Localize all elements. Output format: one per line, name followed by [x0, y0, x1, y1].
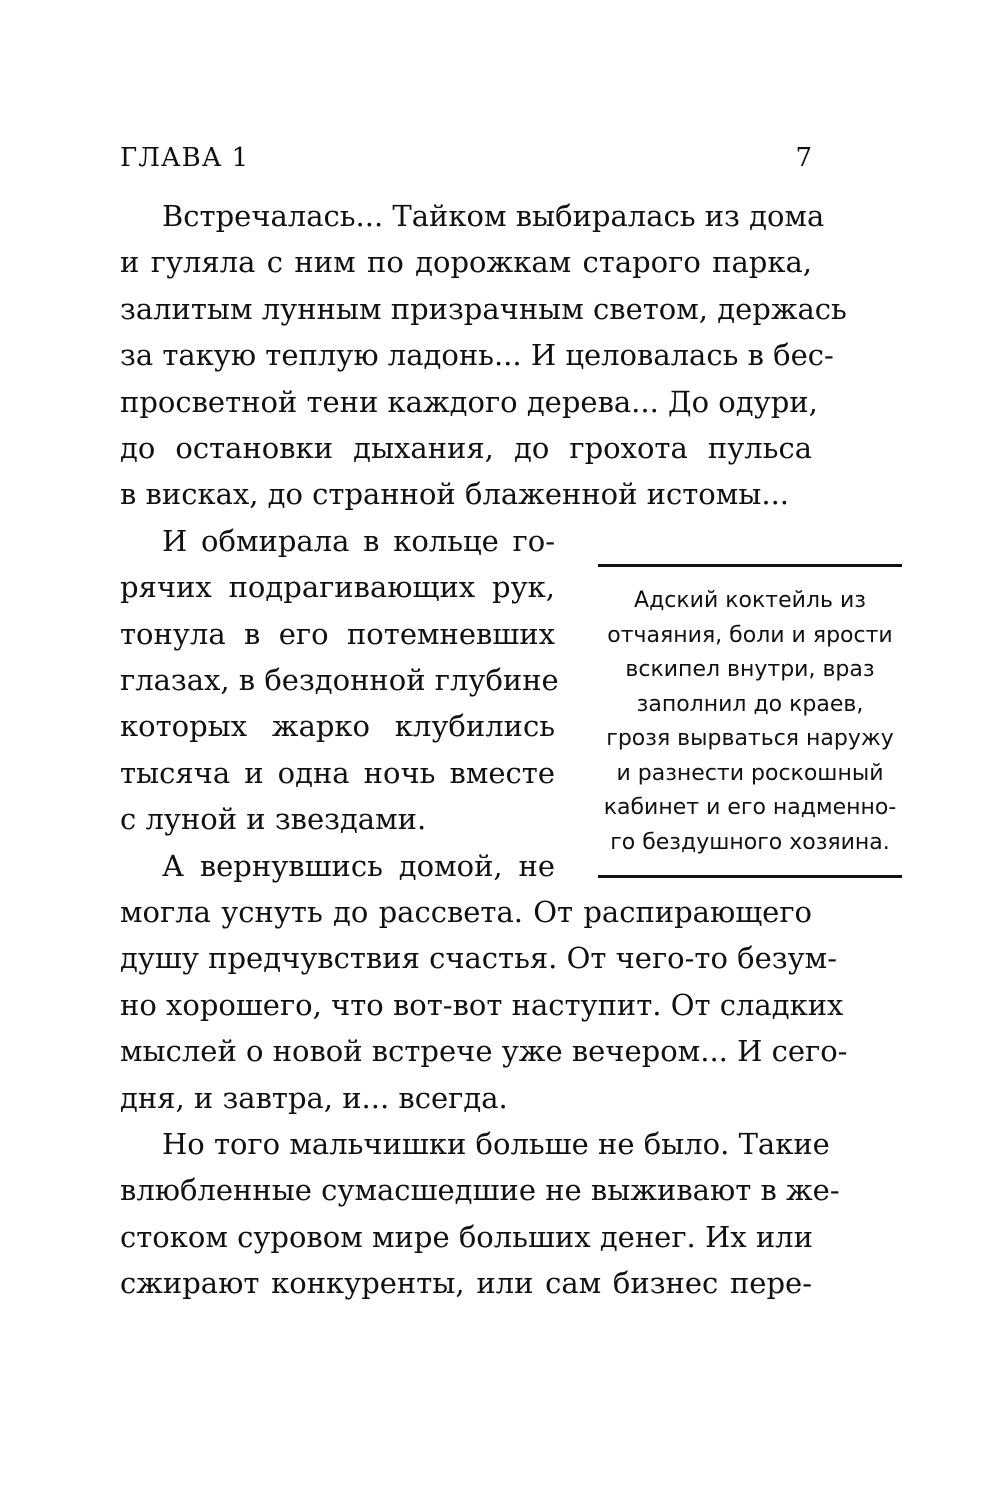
body-line: стоком суровом мире больших денег. Их или: [120, 1219, 813, 1254]
body-line: с луной и звездами.: [120, 802, 427, 837]
body-line: до остановки дыхания, до грохота пульса: [120, 431, 812, 465]
pull-quote-line: Адский коктейль из: [634, 588, 866, 613]
body-line: в висках, до странной блаженной истомы...: [120, 477, 790, 512]
pull-quote-line: отчаяния, боли и ярости: [607, 622, 893, 648]
body-line: Но того мальчишки больше не было. Такие: [162, 1127, 830, 1161]
body-line: И обмирала в кольце го-: [162, 523, 555, 558]
body-line: рячих подрагивающих рук,: [120, 570, 555, 605]
body-line: А вернувшись домой, не: [162, 848, 555, 883]
body-line: влюбленные сумасшедшие не выживают в же-: [120, 1173, 840, 1208]
pull-quote-top-rule: [598, 564, 902, 567]
body-line: Встречалась... Тайком выбиралась из дома: [162, 199, 825, 233]
body-line: могла уснуть до рассвета. От распирающего: [120, 895, 812, 929]
body-line: за такую теплую ладонь... И целовалась в бес-: [120, 338, 834, 373]
pull-quote-line: заполнил до краев,: [636, 691, 864, 717]
pull-quote-line: го бездушного хозяина.: [610, 829, 890, 855]
body-line: тонула в его потемневших: [120, 616, 555, 651]
pull-quote-line: кабинет и его надменно-: [603, 795, 897, 820]
body-line: глазах, в бездонной глубине: [120, 663, 559, 697]
body-line: сжирают конкуренты, или сам бизнес пере-: [120, 1266, 812, 1301]
pull-quote-bottom-rule: [598, 875, 902, 878]
body-line: дня, и завтра, и... всегда.: [120, 1080, 508, 1115]
chapter-title: ГЛАВА 1: [120, 143, 250, 173]
body-line: залитым лунным призрачным светом, держась: [120, 291, 847, 326]
body-line: и гуляла с ним по дорожкам старого парка,: [120, 245, 812, 280]
body-line: мыслей о новой встрече уже вечером... И сего-: [120, 1034, 848, 1069]
pull-quote-line: вскипел внутри, враз: [625, 657, 875, 682]
body-line: просветной тени каждого дерева... До одури,: [120, 384, 818, 419]
body-line: которых жарко клубились: [120, 709, 555, 744]
body-line: душу предчувствия счастья. От чего-то безум-: [120, 941, 837, 976]
pull-quote: [598, 564, 902, 878]
body-line: но хорошего, что вот-вот наступит. От сладких: [120, 987, 844, 1022]
page-number: 7: [795, 143, 812, 173]
pull-quote-line: и разнести роскошный: [616, 760, 884, 786]
body-line: тысяча и одна ночь вместе: [120, 755, 555, 790]
running-head: [120, 138, 812, 178]
pull-quote-line: грозя вырваться наружу: [606, 726, 894, 751]
